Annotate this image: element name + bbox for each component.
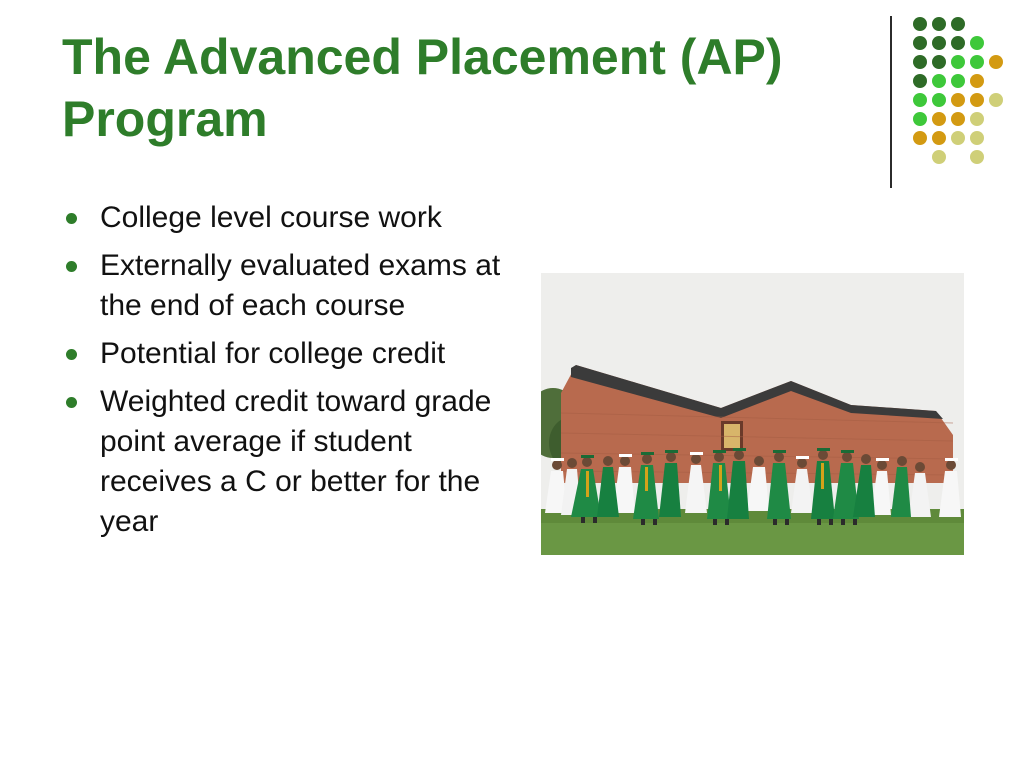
bullet-icon [66, 261, 77, 272]
dot [932, 112, 946, 126]
dot [989, 93, 1003, 107]
bullet-item [62, 382, 502, 542]
dot [951, 17, 965, 31]
bullet-icon [66, 397, 77, 408]
bullet-icon [66, 349, 77, 360]
divider-line [890, 16, 892, 188]
dot [951, 36, 965, 50]
dot [970, 55, 984, 69]
dot [970, 93, 984, 107]
dot [932, 131, 946, 145]
bullet-text: Externally evaluated exams at the end of each course [100, 249, 501, 322]
bullet-item [62, 334, 502, 374]
dot [932, 55, 946, 69]
bullet-item [62, 246, 502, 326]
dot [932, 93, 946, 107]
dot [913, 112, 927, 126]
dot [913, 93, 927, 107]
dot [989, 55, 1003, 69]
dot [970, 112, 984, 126]
bullet-text: Potential for college credit [100, 337, 446, 370]
dot [970, 131, 984, 145]
dot [932, 74, 946, 88]
dot [951, 131, 965, 145]
dot [932, 36, 946, 50]
dot [951, 74, 965, 88]
dot [951, 55, 965, 69]
graduation-photo [541, 273, 964, 555]
dot [913, 55, 927, 69]
bullet-icon [66, 213, 77, 224]
dot [913, 131, 927, 145]
decorative-dot-grid [908, 14, 1018, 164]
slide-title: The Advanced Placement (AP) Program [62, 29, 783, 147]
bullet-item [62, 198, 502, 238]
dot [951, 112, 965, 126]
dot [913, 74, 927, 88]
dot [970, 150, 984, 164]
bullet-text: College level course work [100, 201, 442, 234]
bullet-text: Weighted credit toward grade point average if student receives a C or better for the year [100, 385, 492, 538]
bullet-list [62, 198, 502, 550]
dot [951, 93, 965, 107]
dot [970, 74, 984, 88]
dot [932, 150, 946, 164]
dot [913, 17, 927, 31]
dot [913, 36, 927, 50]
dot [932, 17, 946, 31]
dot [970, 36, 984, 50]
